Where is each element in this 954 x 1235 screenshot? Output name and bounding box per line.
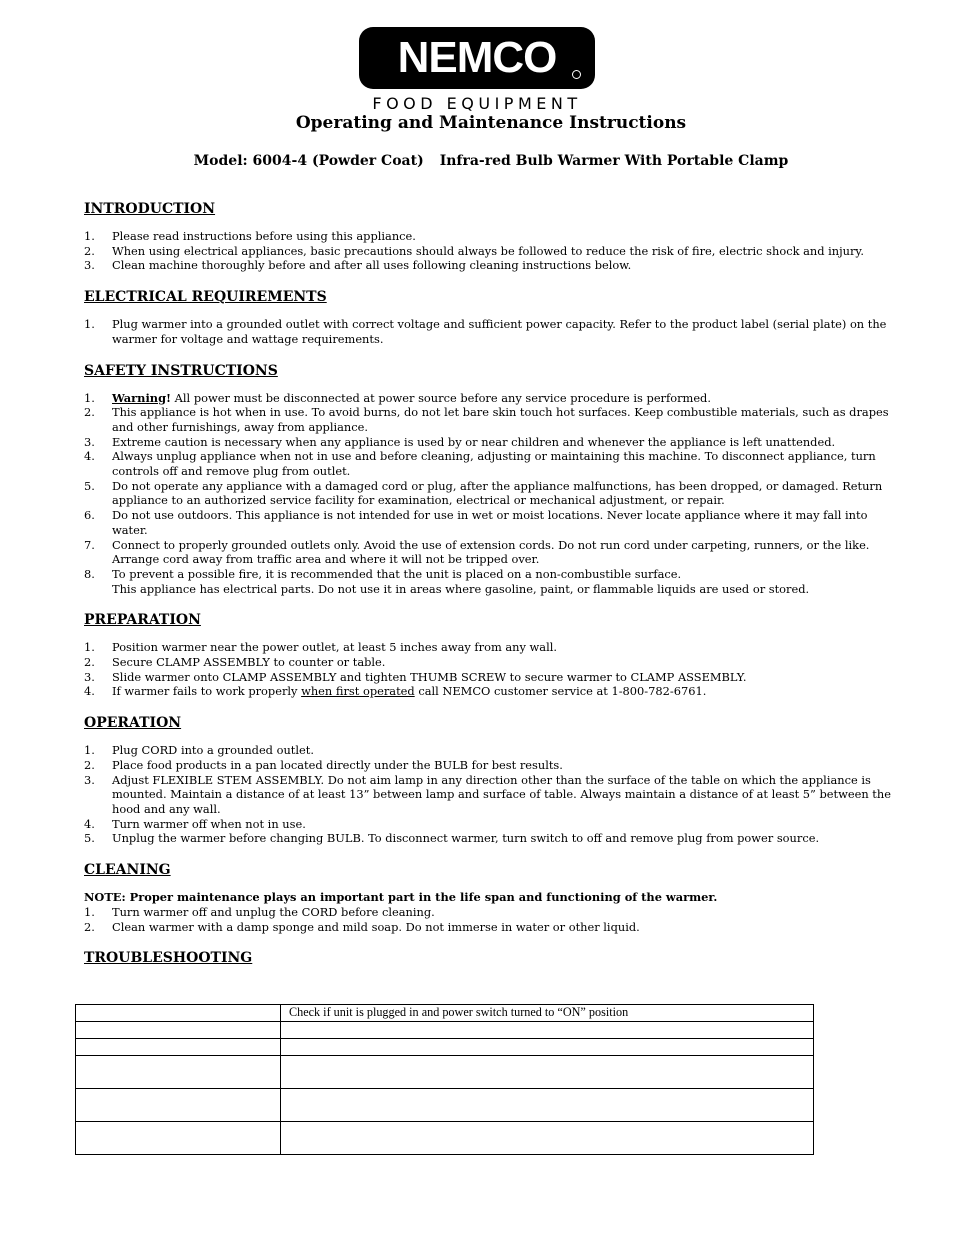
list-item: 5. Do not operate any appliance with a damaged cord or plug, after the appliance malfunctions, has been dropped, or damaged. Return appliance to an authorized service facility for examination, electrical or mechanical adjustment, or repair. (84, 478, 883, 508)
table-cell (281, 1056, 814, 1089)
list-item: 4. If warmer fails to work properly when first operated call NEMCO customer service at 1-800-782-6761. (84, 684, 707, 699)
table-cell (76, 1056, 281, 1089)
troubleshooting-table (75, 1004, 814, 1155)
section-electrical (84, 288, 902, 346)
model-number: Model: 6004-4 (Powder Coat) (193, 153, 424, 169)
section-cleaning (84, 861, 902, 934)
section-heading: TROUBLESHOOTING (84, 950, 253, 967)
table-row (76, 1089, 814, 1122)
section-troubleshooting (84, 949, 902, 967)
list-item: 4. Always unplug appliance when not in use and before cleaning, adjusting or maintaining this machine. To disconnect appliance, turn controls off and remove plug from outlet. (84, 449, 876, 479)
introduction-list (84, 229, 902, 273)
logo-badge (359, 27, 595, 89)
section-operation (84, 714, 902, 846)
list-item: 4. Turn warmer off when not in use. (84, 816, 306, 831)
table-cell (281, 1122, 814, 1155)
list-item: 1. Plug warmer into a grounded outlet with correct voltage and sufficient power capacity. Refer to the product label (serial plate) on the warmer for voltage and wattage requirements. (84, 317, 887, 346)
section-heading: INTRODUCTION (84, 201, 216, 217)
logo-subtitle: FOOD EQUIPMENT (372, 94, 582, 113)
table-cell (76, 1039, 281, 1056)
preparation-list (84, 640, 902, 699)
list-item: 7. Connect to properly grounded outlets only. Avoid the use of extension cords. Do not run cord under carpeting, runners, or the like. Arrange cord away from traffic area and where it will not be tripped over. (84, 537, 870, 567)
table-cell (76, 1089, 281, 1122)
table-row (76, 1005, 814, 1022)
model-description: Infra-red Bulb Warmer With Portable Clamp (439, 153, 789, 169)
list-item: 8. To prevent a possible fire, it is recommended that the unit is placed on a non-combustible surface. This appliance has electrical parts. Do not use it in areas where gasoline, paint, or flammable liquids are used or stored. (84, 566, 810, 596)
warning-label: Warning (112, 390, 167, 405)
list-item: 2. This appliance is hot when in use. To avoid burns, do not let bare skin touch hot surfaces. Keep combustible materials, such as drapes and other furnishings, away from appliance. (84, 405, 889, 434)
section-safety (84, 362, 902, 597)
nemco-logo (0, 27, 954, 113)
section-introduction (84, 200, 902, 273)
list-item: 2. Clean warmer with a damp sponge and mild soap. Do not immerse in water or other liquid. (84, 919, 640, 934)
list-item: 3. Adjust FLEXIBLE STEM ASSEMBLY. Do not aim lamp in any direction other than the surface of the table on which the appliance is mounted. Maintain a distance of at least 13” between lamp and surface of table. Always maintain a distance of at least 5” between the hood and any wall. (84, 772, 891, 816)
safety-list (84, 391, 902, 597)
list-item: 2. When using electrical appliances, basic precautions should always be followed to reduce the risk of fire, electric shock and injury. (84, 243, 864, 258)
list-item: 1. Plug CORD into a grounded outlet. (84, 743, 314, 758)
list-item: 3. Clean machine thoroughly before and after all uses following cleaning instructions below. (84, 258, 632, 273)
section-heading: CLEANING (84, 862, 171, 879)
section-heading: OPERATION (84, 715, 182, 732)
list-item: 1. Warning! All power must be disconnected at power source before any service procedure is performed. (84, 390, 711, 405)
document-body (84, 200, 902, 967)
table-cell (281, 1089, 814, 1122)
list-item: 1. Turn warmer off and unplug the CORD before cleaning. (84, 904, 435, 919)
page-title: Operating and Maintenance Instructions (295, 113, 687, 133)
cleaning-note: NOTE: Proper maintenance plays an important part in the life span and functioning of the warmer. (84, 890, 718, 905)
table-cell (281, 1039, 814, 1056)
table-cell (281, 1022, 814, 1039)
table-cell (76, 1022, 281, 1039)
list-item: 6. Do not use outdoors. This appliance is not intended for use in wet or moist locations. Never locate appliance where it may fall into water. (84, 508, 868, 537)
registered-mark-icon (572, 70, 581, 79)
list-item: 1. Please read instructions before using this appliance. (84, 229, 416, 243)
table-row (76, 1039, 814, 1056)
electrical-list (84, 317, 902, 346)
underlined-phrase: when first operated (301, 684, 415, 699)
troubleshooting-table-wrap (75, 1004, 814, 1155)
logo-brand: NEMCO (397, 33, 557, 82)
operation-list (84, 743, 902, 846)
list-item: 3. Extreme caution is necessary when any appliance is used by or near children and whenever the appliance is left unattended. (84, 434, 836, 449)
section-preparation (84, 611, 902, 699)
table-row (76, 1122, 814, 1155)
table-cell (76, 1005, 281, 1022)
table-row (76, 1022, 814, 1039)
cleaning-list (84, 905, 902, 934)
table-cell (76, 1122, 281, 1155)
list-item: 2. Secure CLAMP ASSEMBLY to counter or table. (84, 655, 386, 670)
list-item: 2. Place food products in a pan located directly under the BULB for best results. (84, 757, 563, 772)
section-heading: ELECTRICAL REQUIREMENTS (84, 289, 327, 306)
list-item: 3. Slide warmer onto CLAMP ASSEMBLY and tighten THUMB SCREW to secure warmer to CLAMP ASSEMBLY. (84, 669, 747, 684)
model-line (0, 151, 954, 171)
list-item: 5. Unplug the warmer before changing BULB. To disconnect warmer, turn switch to off and remove plug from power source. (84, 831, 820, 846)
table-cell: Check if unit is plugged in and power switch turned to “ON” position (281, 1005, 814, 1022)
section-heading: SAFETY INSTRUCTIONS (84, 362, 278, 379)
list-item: 1. Position warmer near the power outlet, at least 5 inches away from any wall. (84, 640, 558, 655)
table-row (76, 1056, 814, 1089)
section-heading: PREPARATION (84, 612, 201, 629)
